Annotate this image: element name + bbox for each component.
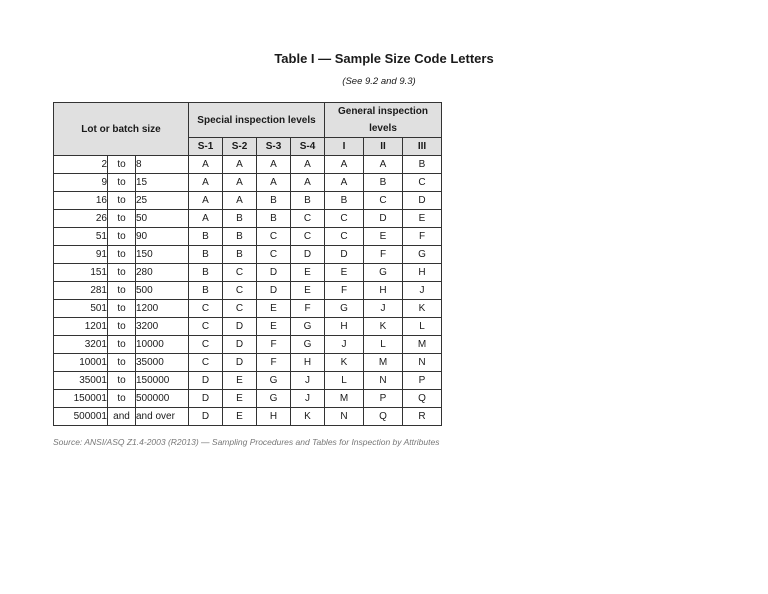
code-letter-cell: Q: [364, 408, 403, 426]
lot-max-cell: 90: [136, 228, 189, 246]
code-letter-cell: C: [189, 354, 223, 372]
lot-min-cell: 281: [54, 282, 108, 300]
code-letter-cell: H: [403, 264, 442, 282]
sample-size-code-table: [53, 102, 442, 426]
lot-min-cell: 9: [54, 174, 108, 192]
code-letter-cell: P: [403, 372, 442, 390]
lot-separator-cell: to: [108, 228, 136, 246]
code-letter-cell: G: [364, 264, 403, 282]
code-letter-cell: A: [223, 156, 257, 174]
code-letter-cell: E: [257, 300, 291, 318]
table-row: [54, 390, 442, 408]
code-letter-cell: B: [189, 282, 223, 300]
special-level-header: S-1: [189, 138, 223, 156]
code-letter-cell: J: [364, 300, 403, 318]
code-letter-cell: C: [257, 228, 291, 246]
lot-separator-cell: to: [108, 390, 136, 408]
table-body: [54, 156, 442, 426]
code-letter-cell: L: [325, 372, 364, 390]
code-letter-cell: C: [189, 336, 223, 354]
table-title: Table I — Sample Size Code Letters: [274, 51, 494, 66]
lot-separator-cell: to: [108, 354, 136, 372]
source-note: Source: ANSI/ASQ Z1.4-2003 (R2013) — Sampling Procedures and Tables for Inspection by Attributes: [53, 437, 440, 447]
table-row: [54, 282, 442, 300]
table-row: [54, 354, 442, 372]
lot-max-cell: 25: [136, 192, 189, 210]
code-letter-cell: B: [223, 228, 257, 246]
code-letter-cell: G: [257, 390, 291, 408]
code-letter-cell: N: [364, 372, 403, 390]
special-level-header: S-4: [291, 138, 325, 156]
code-letter-cell: M: [403, 336, 442, 354]
code-letter-cell: E: [223, 372, 257, 390]
code-letter-cell: D: [189, 372, 223, 390]
lot-max-cell: 150000: [136, 372, 189, 390]
code-letter-cell: C: [364, 192, 403, 210]
table-row: [54, 174, 442, 192]
code-letter-cell: C: [291, 228, 325, 246]
code-letter-cell: C: [189, 318, 223, 336]
table-subtitle: [0, 76, 768, 87]
code-letter-cell: J: [291, 372, 325, 390]
code-letter-cell: D: [223, 354, 257, 372]
general-level-header: III: [403, 138, 442, 156]
code-letter-cell: H: [364, 282, 403, 300]
code-letter-cell: B: [403, 156, 442, 174]
code-letter-cell: F: [325, 282, 364, 300]
lot-min-cell: 10001: [54, 354, 108, 372]
code-letter-cell: E: [291, 282, 325, 300]
lot-max-cell: 35000: [136, 354, 189, 372]
general-level-header: I: [325, 138, 364, 156]
code-letter-cell: G: [291, 336, 325, 354]
table-row: [54, 408, 442, 426]
lot-separator-cell: to: [108, 372, 136, 390]
lot-min-cell: 35001: [54, 372, 108, 390]
code-letter-cell: K: [325, 354, 364, 372]
table-row: [54, 300, 442, 318]
code-letter-cell: Q: [403, 390, 442, 408]
code-letter-cell: D: [257, 264, 291, 282]
code-letter-cell: A: [257, 156, 291, 174]
code-letter-cell: F: [257, 336, 291, 354]
code-letter-cell: D: [325, 246, 364, 264]
general-level-header: II: [364, 138, 403, 156]
code-letter-cell: B: [189, 228, 223, 246]
code-letter-cell: D: [291, 246, 325, 264]
code-letter-cell: A: [223, 192, 257, 210]
code-letter-cell: A: [364, 156, 403, 174]
lot-size-header: Lot or batch size: [54, 103, 189, 156]
code-letter-cell: B: [189, 264, 223, 282]
code-letter-cell: A: [257, 174, 291, 192]
lot-separator-cell: to: [108, 174, 136, 192]
code-letter-cell: D: [223, 318, 257, 336]
lot-max-cell: and over: [136, 408, 189, 426]
table-row: [54, 192, 442, 210]
code-letter-cell: B: [257, 210, 291, 228]
lot-separator-cell: to: [108, 156, 136, 174]
lot-max-cell: 3200: [136, 318, 189, 336]
code-letter-cell: C: [189, 300, 223, 318]
code-letter-cell: A: [291, 156, 325, 174]
code-letter-cell: N: [325, 408, 364, 426]
code-letter-cell: A: [325, 174, 364, 192]
table-row: [54, 318, 442, 336]
lot-separator-cell: to: [108, 300, 136, 318]
code-letter-cell: J: [403, 282, 442, 300]
code-letter-cell: A: [189, 192, 223, 210]
lot-max-cell: 1200: [136, 300, 189, 318]
code-letter-cell: G: [403, 246, 442, 264]
lot-min-cell: 3201: [54, 336, 108, 354]
table-row: [54, 336, 442, 354]
special-level-header: S-3: [257, 138, 291, 156]
code-letter-cell: C: [223, 282, 257, 300]
lot-max-cell: 150: [136, 246, 189, 264]
code-letter-cell: E: [223, 390, 257, 408]
lot-min-cell: 501: [54, 300, 108, 318]
code-letter-cell: B: [291, 192, 325, 210]
lot-max-cell: 50: [136, 210, 189, 228]
code-letter-cell: P: [364, 390, 403, 408]
code-letter-cell: C: [223, 264, 257, 282]
code-letter-cell: J: [325, 336, 364, 354]
code-letter-cell: C: [325, 210, 364, 228]
code-letter-cell: A: [325, 156, 364, 174]
special-level-header: S-2: [223, 138, 257, 156]
code-letter-cell: L: [364, 336, 403, 354]
lot-max-cell: 500: [136, 282, 189, 300]
code-letter-cell: D: [223, 336, 257, 354]
lot-separator-cell: to: [108, 264, 136, 282]
lot-separator-cell: to: [108, 210, 136, 228]
code-letter-cell: M: [325, 390, 364, 408]
lot-min-cell: 91: [54, 246, 108, 264]
code-letter-cell: F: [403, 228, 442, 246]
code-letter-cell: B: [364, 174, 403, 192]
lot-min-cell: 26: [54, 210, 108, 228]
code-letter-cell: A: [291, 174, 325, 192]
code-letter-cell: E: [291, 264, 325, 282]
code-letter-cell: E: [325, 264, 364, 282]
code-letter-cell: B: [325, 192, 364, 210]
code-letter-cell: G: [325, 300, 364, 318]
lot-max-cell: 15: [136, 174, 189, 192]
lot-min-cell: 1201: [54, 318, 108, 336]
code-letter-cell: F: [364, 246, 403, 264]
code-letter-cell: B: [257, 192, 291, 210]
code-letter-cell: A: [189, 156, 223, 174]
code-letter-cell: K: [364, 318, 403, 336]
lot-separator-cell: to: [108, 336, 136, 354]
code-letter-cell: C: [257, 246, 291, 264]
lot-max-cell: 500000: [136, 390, 189, 408]
lot-separator-cell: to: [108, 318, 136, 336]
lot-separator-cell: to: [108, 282, 136, 300]
code-letter-cell: D: [189, 408, 223, 426]
code-letter-cell: F: [291, 300, 325, 318]
general-levels-header: General inspection levels: [325, 103, 442, 138]
code-letter-cell: K: [403, 300, 442, 318]
table-row: [54, 246, 442, 264]
code-letter-cell: B: [223, 246, 257, 264]
code-letter-cell: E: [223, 408, 257, 426]
code-letter-cell: G: [291, 318, 325, 336]
lot-separator-cell: and: [108, 408, 136, 426]
code-letter-cell: M: [364, 354, 403, 372]
code-letter-cell: L: [403, 318, 442, 336]
lot-max-cell: 8: [136, 156, 189, 174]
lot-min-cell: 500001: [54, 408, 108, 426]
lot-min-cell: 16: [54, 192, 108, 210]
code-letter-cell: C: [291, 210, 325, 228]
code-letter-cell: H: [325, 318, 364, 336]
lot-separator-cell: to: [108, 192, 136, 210]
code-letter-cell: H: [257, 408, 291, 426]
code-letter-cell: H: [291, 354, 325, 372]
code-letter-cell: A: [189, 210, 223, 228]
code-letter-cell: D: [257, 282, 291, 300]
lot-min-cell: 151: [54, 264, 108, 282]
code-letter-cell: N: [403, 354, 442, 372]
lot-separator-cell: to: [108, 246, 136, 264]
code-letter-cell: D: [189, 390, 223, 408]
subtitle-text: (See 9.2 and 9.3): [342, 76, 416, 87]
code-letter-cell: E: [403, 210, 442, 228]
table-row: [54, 264, 442, 282]
code-letter-cell: R: [403, 408, 442, 426]
code-letter-cell: C: [325, 228, 364, 246]
table-row: [54, 228, 442, 246]
code-letter-cell: B: [189, 246, 223, 264]
code-letter-cell: K: [291, 408, 325, 426]
code-letter-cell: A: [189, 174, 223, 192]
table-row: [54, 156, 442, 174]
lot-max-cell: 280: [136, 264, 189, 282]
lot-max-cell: 10000: [136, 336, 189, 354]
code-letter-cell: A: [223, 174, 257, 192]
special-levels-header: Special inspection levels: [189, 103, 325, 138]
code-letter-cell: B: [223, 210, 257, 228]
code-letter-cell: F: [257, 354, 291, 372]
code-letter-cell: C: [403, 174, 442, 192]
lot-min-cell: 51: [54, 228, 108, 246]
lot-min-cell: 2: [54, 156, 108, 174]
header-row-groups: [54, 103, 442, 138]
table-row: [54, 372, 442, 390]
code-letter-cell: D: [403, 192, 442, 210]
table-row: [54, 210, 442, 228]
code-letter-cell: D: [364, 210, 403, 228]
code-letter-cell: C: [223, 300, 257, 318]
code-letter-cell: G: [257, 372, 291, 390]
code-letter-cell: J: [291, 390, 325, 408]
lot-min-cell: 150001: [54, 390, 108, 408]
code-letter-cell: E: [364, 228, 403, 246]
code-letter-cell: E: [257, 318, 291, 336]
